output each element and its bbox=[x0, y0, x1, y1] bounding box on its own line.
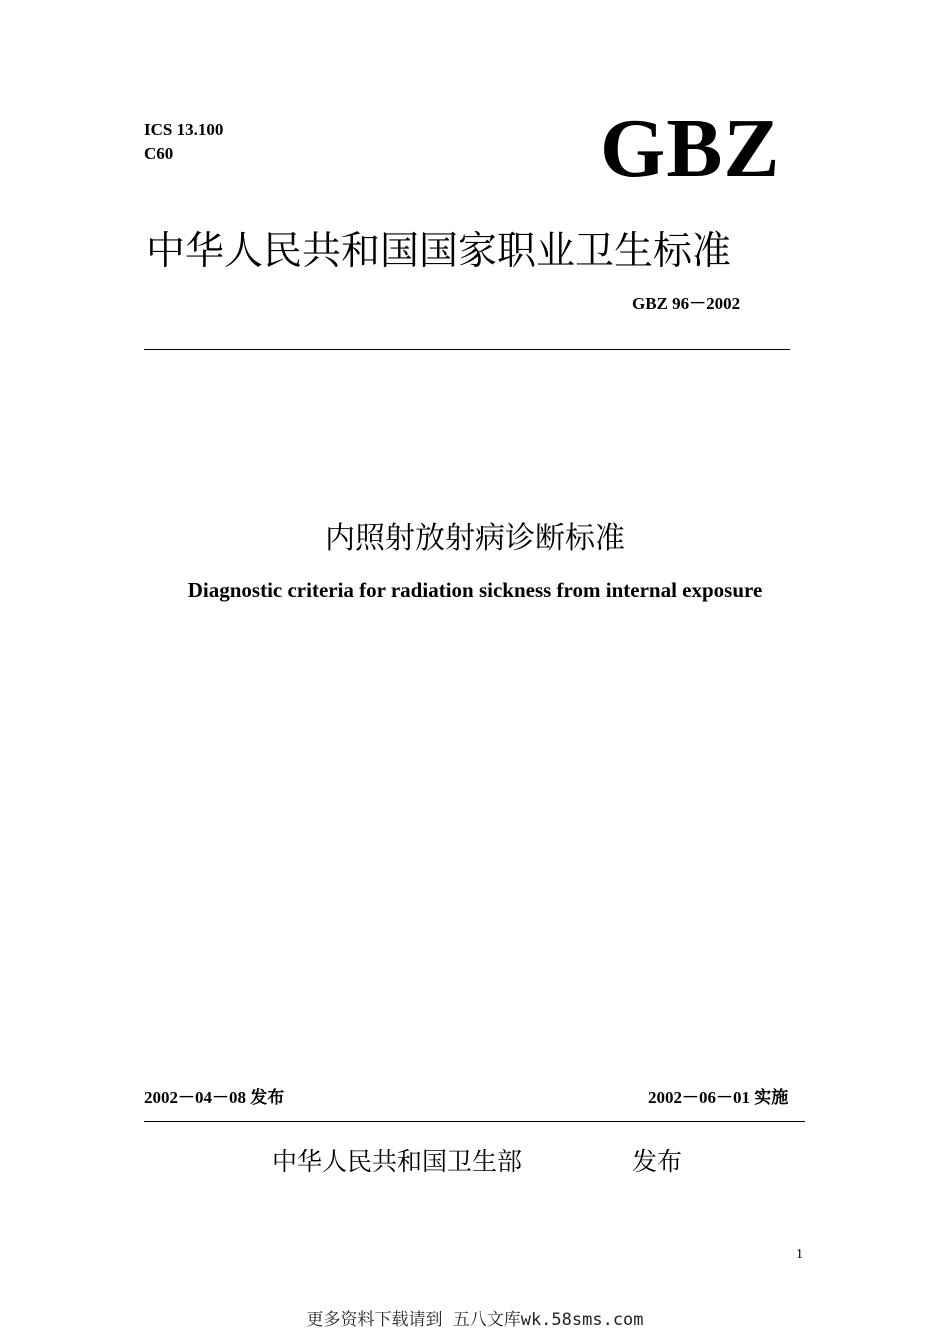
standard-number: GBZ 96－2002 bbox=[632, 294, 741, 313]
gbz-logo: GBZ bbox=[600, 102, 781, 195]
issue-date: 2002－04－08 发布 bbox=[144, 1088, 285, 1107]
document-title-en: Diagnostic criteria for radiation sickness from internal exposure bbox=[187, 578, 763, 602]
document-title-cn: 内照射放射病诊断标准 bbox=[325, 521, 625, 556]
standard-category-title: 中华人民共和国国家职业卫生标准 bbox=[146, 229, 732, 274]
ics-code: ICS 13.100 bbox=[144, 120, 224, 139]
publisher-name: 中华人民共和国卫生部 bbox=[272, 1147, 523, 1176]
footer-download-note: 更多资料下载请到 五八文库wk.58sms.com bbox=[306, 1310, 644, 1330]
class-code: C60 bbox=[144, 144, 174, 163]
page-number: 1 bbox=[796, 1247, 803, 1262]
classification-codes bbox=[144, 118, 223, 166]
publisher-action: 发布 bbox=[632, 1147, 683, 1176]
effective-date: 2002－06－01 实施 bbox=[648, 1088, 789, 1107]
top-divider bbox=[144, 349, 790, 350]
bottom-divider bbox=[144, 1121, 805, 1122]
